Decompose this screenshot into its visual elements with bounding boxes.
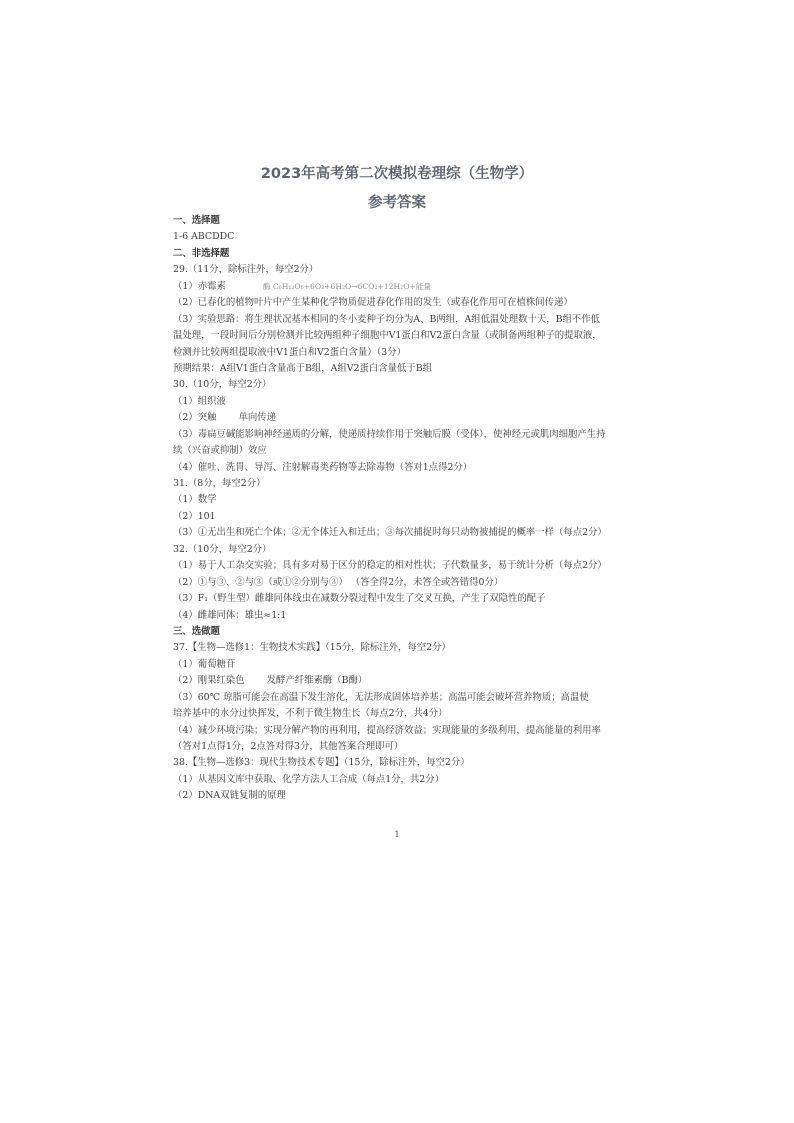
answer-line: 培养基中的水分过快挥发，不利于微生物生长（每点2分，共4分） <box>173 708 448 720</box>
formula-catalyst: 酶 <box>262 281 271 291</box>
question-header: 38.【生物—选修3：现代生物技术专题】（15分，除标注外，每空2分） <box>173 757 470 769</box>
answer-line: （1）数学 <box>173 494 217 506</box>
answer-line: （4）催吐、洗胃、导泻、注射解毒类药物等去除毒物（答对1点得2分） <box>173 461 473 473</box>
answer-line: （2）101 <box>173 510 216 522</box>
page-title: 2023年高考第二次模拟卷理综（生物学） <box>260 166 534 182</box>
formula-text: C₆H₁₂O₆+6O₂+6H₂O→6CO₂+12H₂O+能量 <box>272 281 431 291</box>
answer-text: （1）赤霉素 <box>173 280 226 292</box>
answer-line: 温处理，一段时间后分别检测并比较两组种子细胞中V1蛋白和V2蛋白含量（或制备两组种子的提取液， <box>173 330 602 342</box>
answer-line: （3）①无出生和死亡个体；②无个体迁入和迁出；③每次捕捉时每只动物被捕捉的概率一样（每点2分） <box>173 527 607 539</box>
answer-line: （4）减少环境污染；实现分解产物的再利用，提高经济效益；实现能量的多级利用，提高能量的利用率 <box>173 724 601 736</box>
answer-line: （2）已春化的植物叶片中产生某种化学物质促进春化作用的发生（或春化作用可在植株间传递） <box>173 297 573 309</box>
answer-line: （答对1点得1分，2点答对得3分，其他答案合理即可） <box>173 741 404 752</box>
answer-line: 检测并比较两组提取液中V1蛋白和V2蛋白含量）（3分） <box>173 346 406 358</box>
answer-line: 续（兴奋或抑制）效应 <box>173 445 267 457</box>
answer-line: （2）DNA双链复制的原理 <box>173 790 286 802</box>
answer-line: （1）从基因文库中获取、化学方法人工合成（每点1分，共2分） <box>173 773 445 785</box>
question-header: 30.（10分，每空2分） <box>173 379 272 391</box>
question-header: 37.【生物—选修1：生物技术实践】（15分，除标注外，每空2分） <box>173 642 451 654</box>
question-header: 31.（8分，每空2分） <box>173 478 266 489</box>
section-heading: 三、选做题 <box>173 625 220 637</box>
answer-text: 发酵产纤维素酶（B酶） <box>266 675 368 687</box>
answer-line: （3）60℃ 琼脂可能会在高温下发生溶化，无法形成固体培养基；高温可能会破坏营养物质；高温使 <box>173 691 589 703</box>
answer-text: 单向传递 <box>238 412 276 424</box>
answer-line: （1）易于人工杂交实验；具有多对易于区分的稳定的相对性状；子代数量多，易于统计分析（每点2分） <box>173 560 607 572</box>
answer-line: （3）毒扁豆碱能影响神经递质的分解，使递质持续作用于突触后膜（受体），使神经元或肌肉细胞产生持 <box>173 428 606 440</box>
answer-line: （3）F₁（野生型）雌雄同体线虫在减数分裂过程中发生了交叉互换，产生了双隐性的配子 <box>173 593 546 605</box>
page-subtitle: 参考答案 <box>368 195 426 211</box>
question-header: 29.（11分，除标注外，每空2分） <box>173 264 319 276</box>
respiration-formula <box>263 279 431 295</box>
page-number: 1 <box>394 830 400 839</box>
question-header: 32.（10分，每空2分） <box>173 543 272 555</box>
answer-line: 预期结果：A组V1蛋白含量高于B组，A组V2蛋白含量低于B组 <box>173 362 433 374</box>
answer-line: （4）雌雄同体：雄虫≈1:1 <box>173 609 287 621</box>
answer-line: （2）①与③、②与③（或①②分别与③） （答全得2分，未答全或答错得0分） <box>173 576 504 588</box>
answer-line <box>173 279 633 295</box>
answer-line: （1）组织液 <box>173 395 226 407</box>
answer-line <box>173 673 633 689</box>
answer-text: （2）刚果红染色 <box>173 675 245 687</box>
section-heading: 二、非选择题 <box>173 247 230 259</box>
answer-body <box>173 213 633 805</box>
answer-text: （2）突触 <box>173 412 217 424</box>
answer-line: （3）实验思路：将生理状况基本相同的冬小麦种子均分为A、B两组，A组低温处理数十天，B组不作低 <box>173 313 601 325</box>
answer-line: （1）葡萄糖苷 <box>173 658 236 670</box>
section-heading: 一、选择题 <box>173 215 220 226</box>
answer-line <box>173 410 633 426</box>
answer-line: 1-6 ABCDDC <box>173 231 235 243</box>
